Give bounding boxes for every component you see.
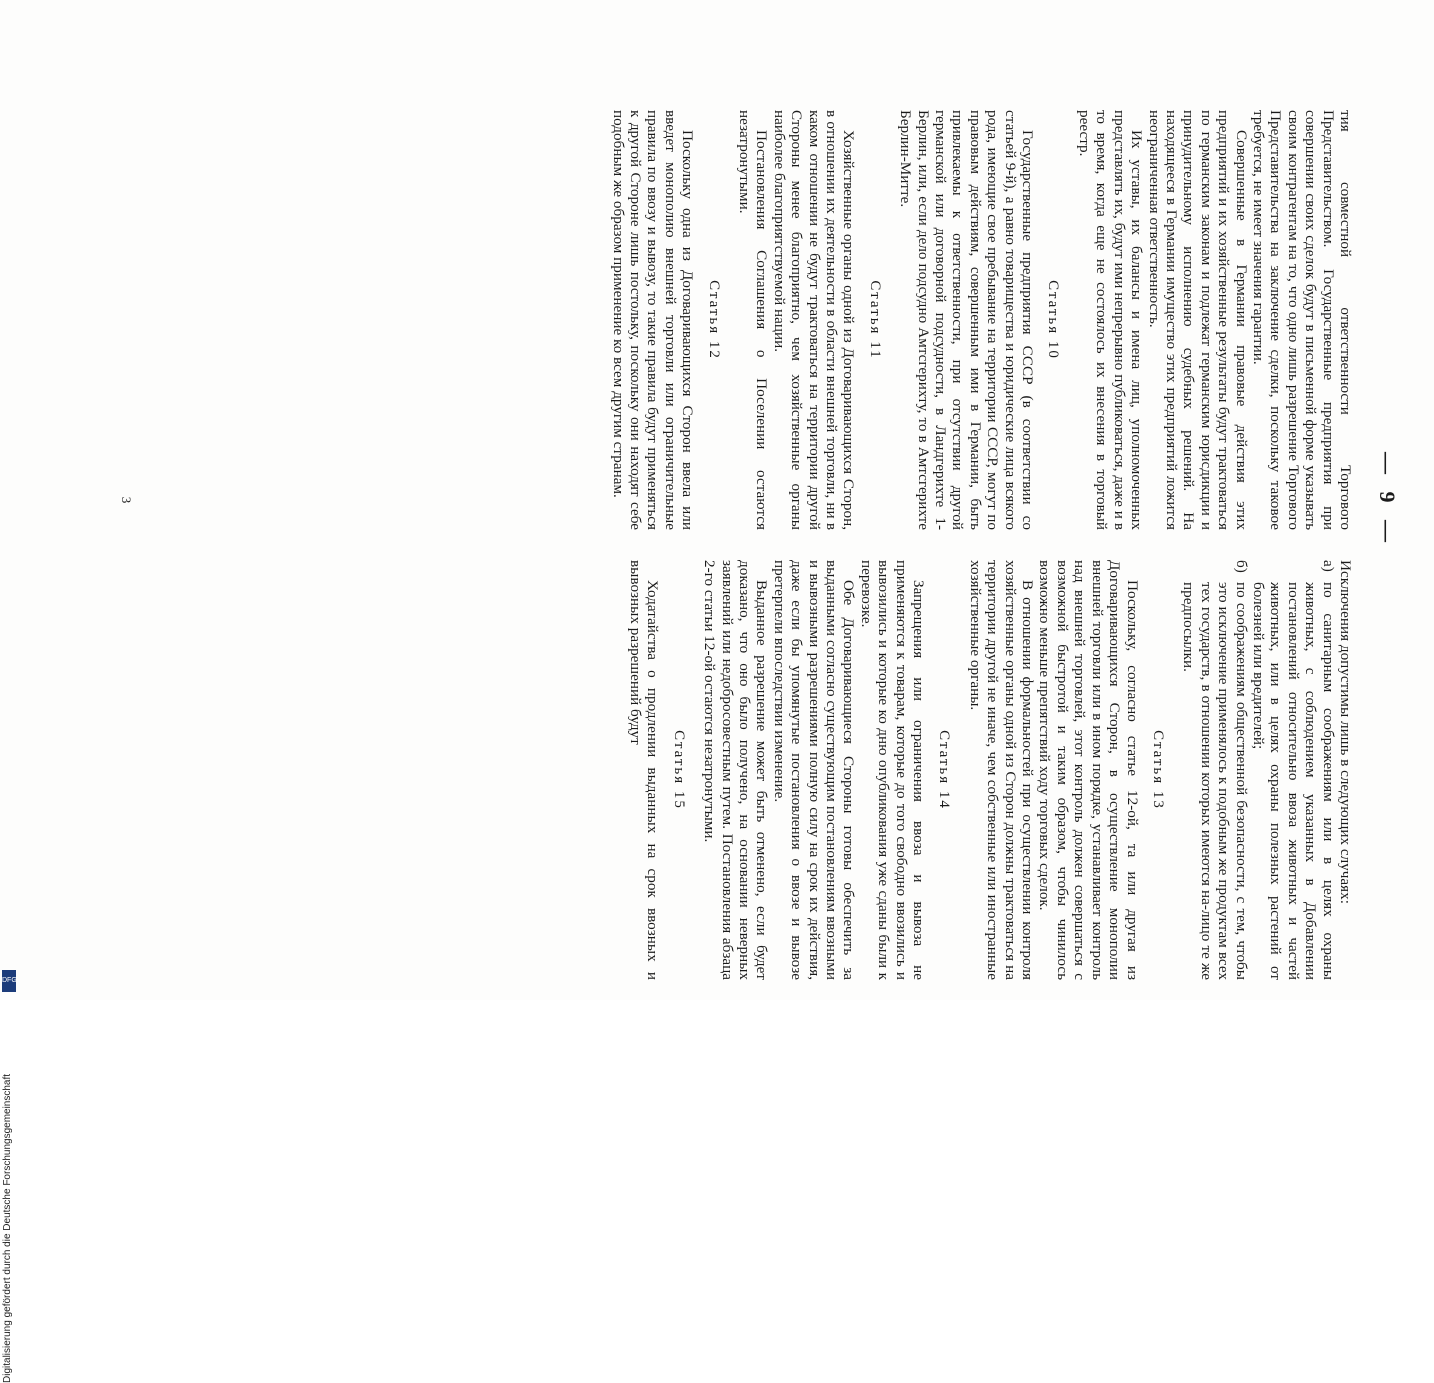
list-marker: а) [1319, 560, 1337, 572]
list-marker: б) [1232, 560, 1250, 573]
left-column [609, 110, 1354, 530]
paragraph: Поскольку, согласно статье 12-ой, та или другая из Договаривающихся Сторон, в осуществление монополии внешней торговли или в ином порядке, устанавливает контроль над внешней торговлей, этот контроль должен совершаться с возможной быстротой и таким образом, чтобы чинилось возможно меньше препятствий ходу торговых сделок. [1036, 560, 1141, 980]
article-heading-12: Статья 12 [705, 280, 722, 360]
right-column [627, 560, 1354, 980]
paragraph: Хозяйственные органы одной из Договаривающихся Сторон, в отношении их деятельности в области внешней торговли, ни в каком отношении не будут трактоваться на территории другой Стороны менее благоприятно, чем хозяйственные органы наиболее благоприятствуемой нации. [770, 110, 858, 530]
paragraph: тия совместной ответственности Торгового Представительством. Государственные предприятия при совершении своих сделок будут в письменной форме указывать своим контрагентам на то, что одно лишь разрешение Торгового Представительства на заключение сделки, поскольку таковое требуется, не имеет значения гарантии. [1249, 110, 1354, 530]
paragraph: Ходатайства о продлении выданных на срок ввозных и вывозных разрешений будут [626, 560, 662, 980]
credit-text: Digitalisierung gefördert durch die Deutsche Forschungsgemeinschaft [2, 1073, 13, 1383]
article-heading-11: Статья 11 [866, 280, 883, 360]
dfg-logo [2, 970, 16, 992]
paragraph: Совершенные в Германии правовые действия этих предприятий и их хозяйственные результаты будут трактоваться по германским законам и подлежат германским юрисдикции и принудительному исполнению судебных решений. На находящееся в Германии имущество этих предприятий ложится неограниченная ответственность. [1145, 110, 1250, 530]
page-number: — 9 — [1375, 452, 1400, 548]
paragraph: Поскольку одна из Договаривающихся Сторон ввела или введет монополию внешней торговли или ограничительные правила по ввозу и вывозу, то такие правила будут применяться к другой Стороне лишь постольку, поскольку они находят себе подобным же образом применение ко всем другим странам. [609, 110, 697, 530]
digitization-credit [2, 594, 20, 1383]
footer-number: 3 [119, 496, 134, 504]
list-item [1250, 560, 1337, 980]
list-text: по соображениям общественной безопасности, с тем, чтобы это исключение применялось к подобным же продуктам всех тех государств, в отношении которых имеются на-лицо те же предпосылки. [1180, 582, 1250, 980]
paragraph: В отношении формальностей при осуществлении контроля хозяйственные органы одной из Сторон должны трактоваться на территории другой не иначе, чем собственные или иностранные хозяйственные органы. [966, 560, 1037, 980]
paragraph: Выданное разрешение может быть отменено, если будет доказано, что оно было получено, на основании неверных заявлений или недобросовестным путем. Постановления абзаца 2-го статьи 12-ой остаются незатронутыми. [701, 560, 771, 980]
list-item [1180, 560, 1250, 980]
paragraph: Государственные предприятия СССР (в соответствии со статьей 9-й), а равно товарищества и юридические лица всякого рода, имеющие свое пребывание на территории СССР, могут по правовым действиям, совершенным ими в Германии, быть привлекаемы к ответственности, при отсутствии другой германской или договорной подсудности, в Ландгерихте 1-Берлин, или, если дело подсудно Амтсгерихту, то в Амтсгерихте Берлин-Митте. [897, 110, 1037, 530]
logo-text: DFG [2, 977, 17, 984]
article-heading-10: Статья 10 [1045, 280, 1062, 360]
paragraph: Исключения допустимы лишь в следующих случаях: [1337, 560, 1354, 904]
paragraph: Запрещения или ограничения ввоза и вывоза не применяются к товарам, которые до того свободно ввозились и вывозились и которые ко дню опубликования уже сданы были к перевозке. [857, 560, 928, 980]
article-heading-13: Статья 13 [1149, 730, 1166, 810]
paragraph: Обе Договаривающиеся Стороны готовы обеспечить за выданными согласно существующим постановлениям ввозными и вывозными разрешениями полную силу на срок их действия, даже если бы упомянутые постановления о ввозе и вывозе претерпели впоследствии изменение. [770, 560, 858, 980]
list-text: по санитарным соображениям или в целях охраны животных, с соблюдением указанных в Добавлении постановлений относительно ввоза животных и частей животных, или в целях охраны полезных растений от болезней или вредителей; [1249, 582, 1337, 980]
paragraph: Постановления Соглашения о Поселении остаются незатронутыми. [736, 110, 771, 530]
article-heading-15: Статья 15 [670, 730, 687, 810]
article-heading-14: Статья 14 [936, 730, 953, 810]
paragraph: Их уставы, их балансы и имена лиц, уполномоченных представлять их, будут ими непрерывно публиковаться, даже и в то время, когда еще не состоялось их внесения в торговый реестр. [1075, 110, 1146, 530]
